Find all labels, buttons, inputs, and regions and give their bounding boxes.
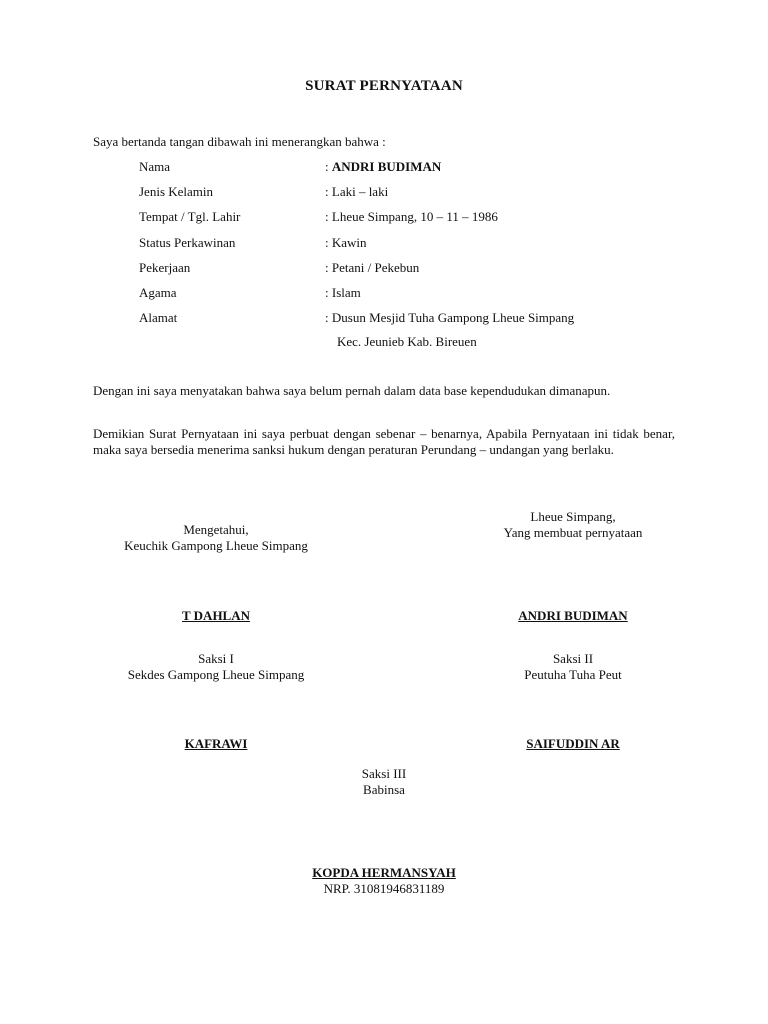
identity-label: Agama: [139, 284, 177, 300]
witness-3-title: Babinsa: [363, 781, 405, 797]
identity-row-status-perkawinan: [139, 234, 699, 259]
declarant-title: Yang membuat pernyataan: [503, 524, 643, 540]
identity-row-alamat: [139, 309, 699, 334]
witness-2-title: Peutuha Tuha Peut: [524, 666, 622, 682]
identity-row-pekerjaan: [139, 259, 699, 284]
identity-label: Pekerjaan: [139, 259, 191, 275]
identity-value: Dusun Mesjid Tuha Gampong Lheue Simpang: [331, 310, 575, 326]
witness-1-title: Sekdes Gampong Lheue Simpang: [127, 666, 305, 682]
identity-value: Islam: [331, 284, 361, 300]
identity-value: Petani / Pekebun: [331, 259, 420, 275]
witness-1-name: KAFRAWI: [184, 736, 248, 751]
witness-3-name: KOPDA HERMANSYAH: [312, 865, 456, 880]
witness-2-block: [443, 651, 703, 682]
witness-3-block: [234, 766, 534, 797]
declarant-place: Lheue Simpang,: [530, 509, 616, 524]
separator: :: [325, 259, 332, 275]
witness-2-role: Saksi II: [552, 651, 594, 666]
separator: :: [325, 184, 332, 200]
identity-row-jenis-kelamin: [139, 183, 699, 208]
acknowledger-name: T DAHLAN: [181, 608, 251, 623]
identity-row-tempat-tgl-lahir: [139, 208, 699, 233]
statement-paragraph: Dengan ini saya menyatakan bahwa saya belum pernah dalam data base kependudukan dimanapun.: [93, 383, 611, 398]
identity-label: Nama: [139, 159, 171, 174]
separator: :: [325, 209, 332, 225]
separator: :: [325, 284, 332, 300]
witness-2-name: SAIFUDDIN AR: [526, 736, 620, 751]
identity-list: [139, 158, 699, 334]
identity-label: Tempat / Tgl. Lahir: [139, 209, 241, 225]
identity-label: Alamat: [139, 310, 178, 326]
acknowledger-greeting: Mengetahui,: [183, 522, 249, 537]
witness-3-nrp: NRP. 31081946831189: [323, 880, 445, 896]
witness-3-signature: [234, 865, 534, 896]
closing-paragraph: Demikian Surat Pernyataan ini saya perbuat dengan sebenar – benarnya, Apabila Pernyataan ini tidak benar, maka saya bersedia menerima sanksi hukum dengan peraturan Perundang – undangan yang berlaku.: [93, 426, 675, 457]
witness-1-role: Saksi I: [198, 651, 234, 666]
document-title: SURAT PERNYATAAN: [305, 78, 463, 94]
identity-label: Jenis Kelamin: [139, 184, 214, 200]
identity-row-nama: [139, 158, 699, 183]
witness-3-role: Saksi III: [361, 766, 407, 781]
separator: :: [325, 310, 332, 326]
identity-value: Kawin: [331, 234, 367, 250]
separator: :: [325, 234, 332, 250]
acknowledger-block: [86, 522, 346, 553]
address-line-2: Kec. Jeunieb Kab. Bireuen: [337, 334, 477, 349]
declarant-block: [443, 509, 703, 540]
identity-value: ANDRI BUDIMAN: [331, 159, 442, 174]
identity-label: Status Perkawinan: [139, 234, 236, 250]
intro-text: Saya bertanda tangan dibawah ini menerangkan bahwa :: [93, 134, 386, 149]
witness-1-block: [86, 651, 346, 682]
identity-value: Lheue Simpang, 10 – 11 – 1986: [331, 209, 498, 225]
acknowledger-title: Keuchik Gampong Lheue Simpang: [124, 537, 308, 553]
separator: :: [325, 159, 332, 174]
identity-row-agama: [139, 284, 699, 309]
declarant-name: ANDRI BUDIMAN: [518, 608, 628, 623]
identity-value: Laki – laki: [331, 184, 389, 200]
